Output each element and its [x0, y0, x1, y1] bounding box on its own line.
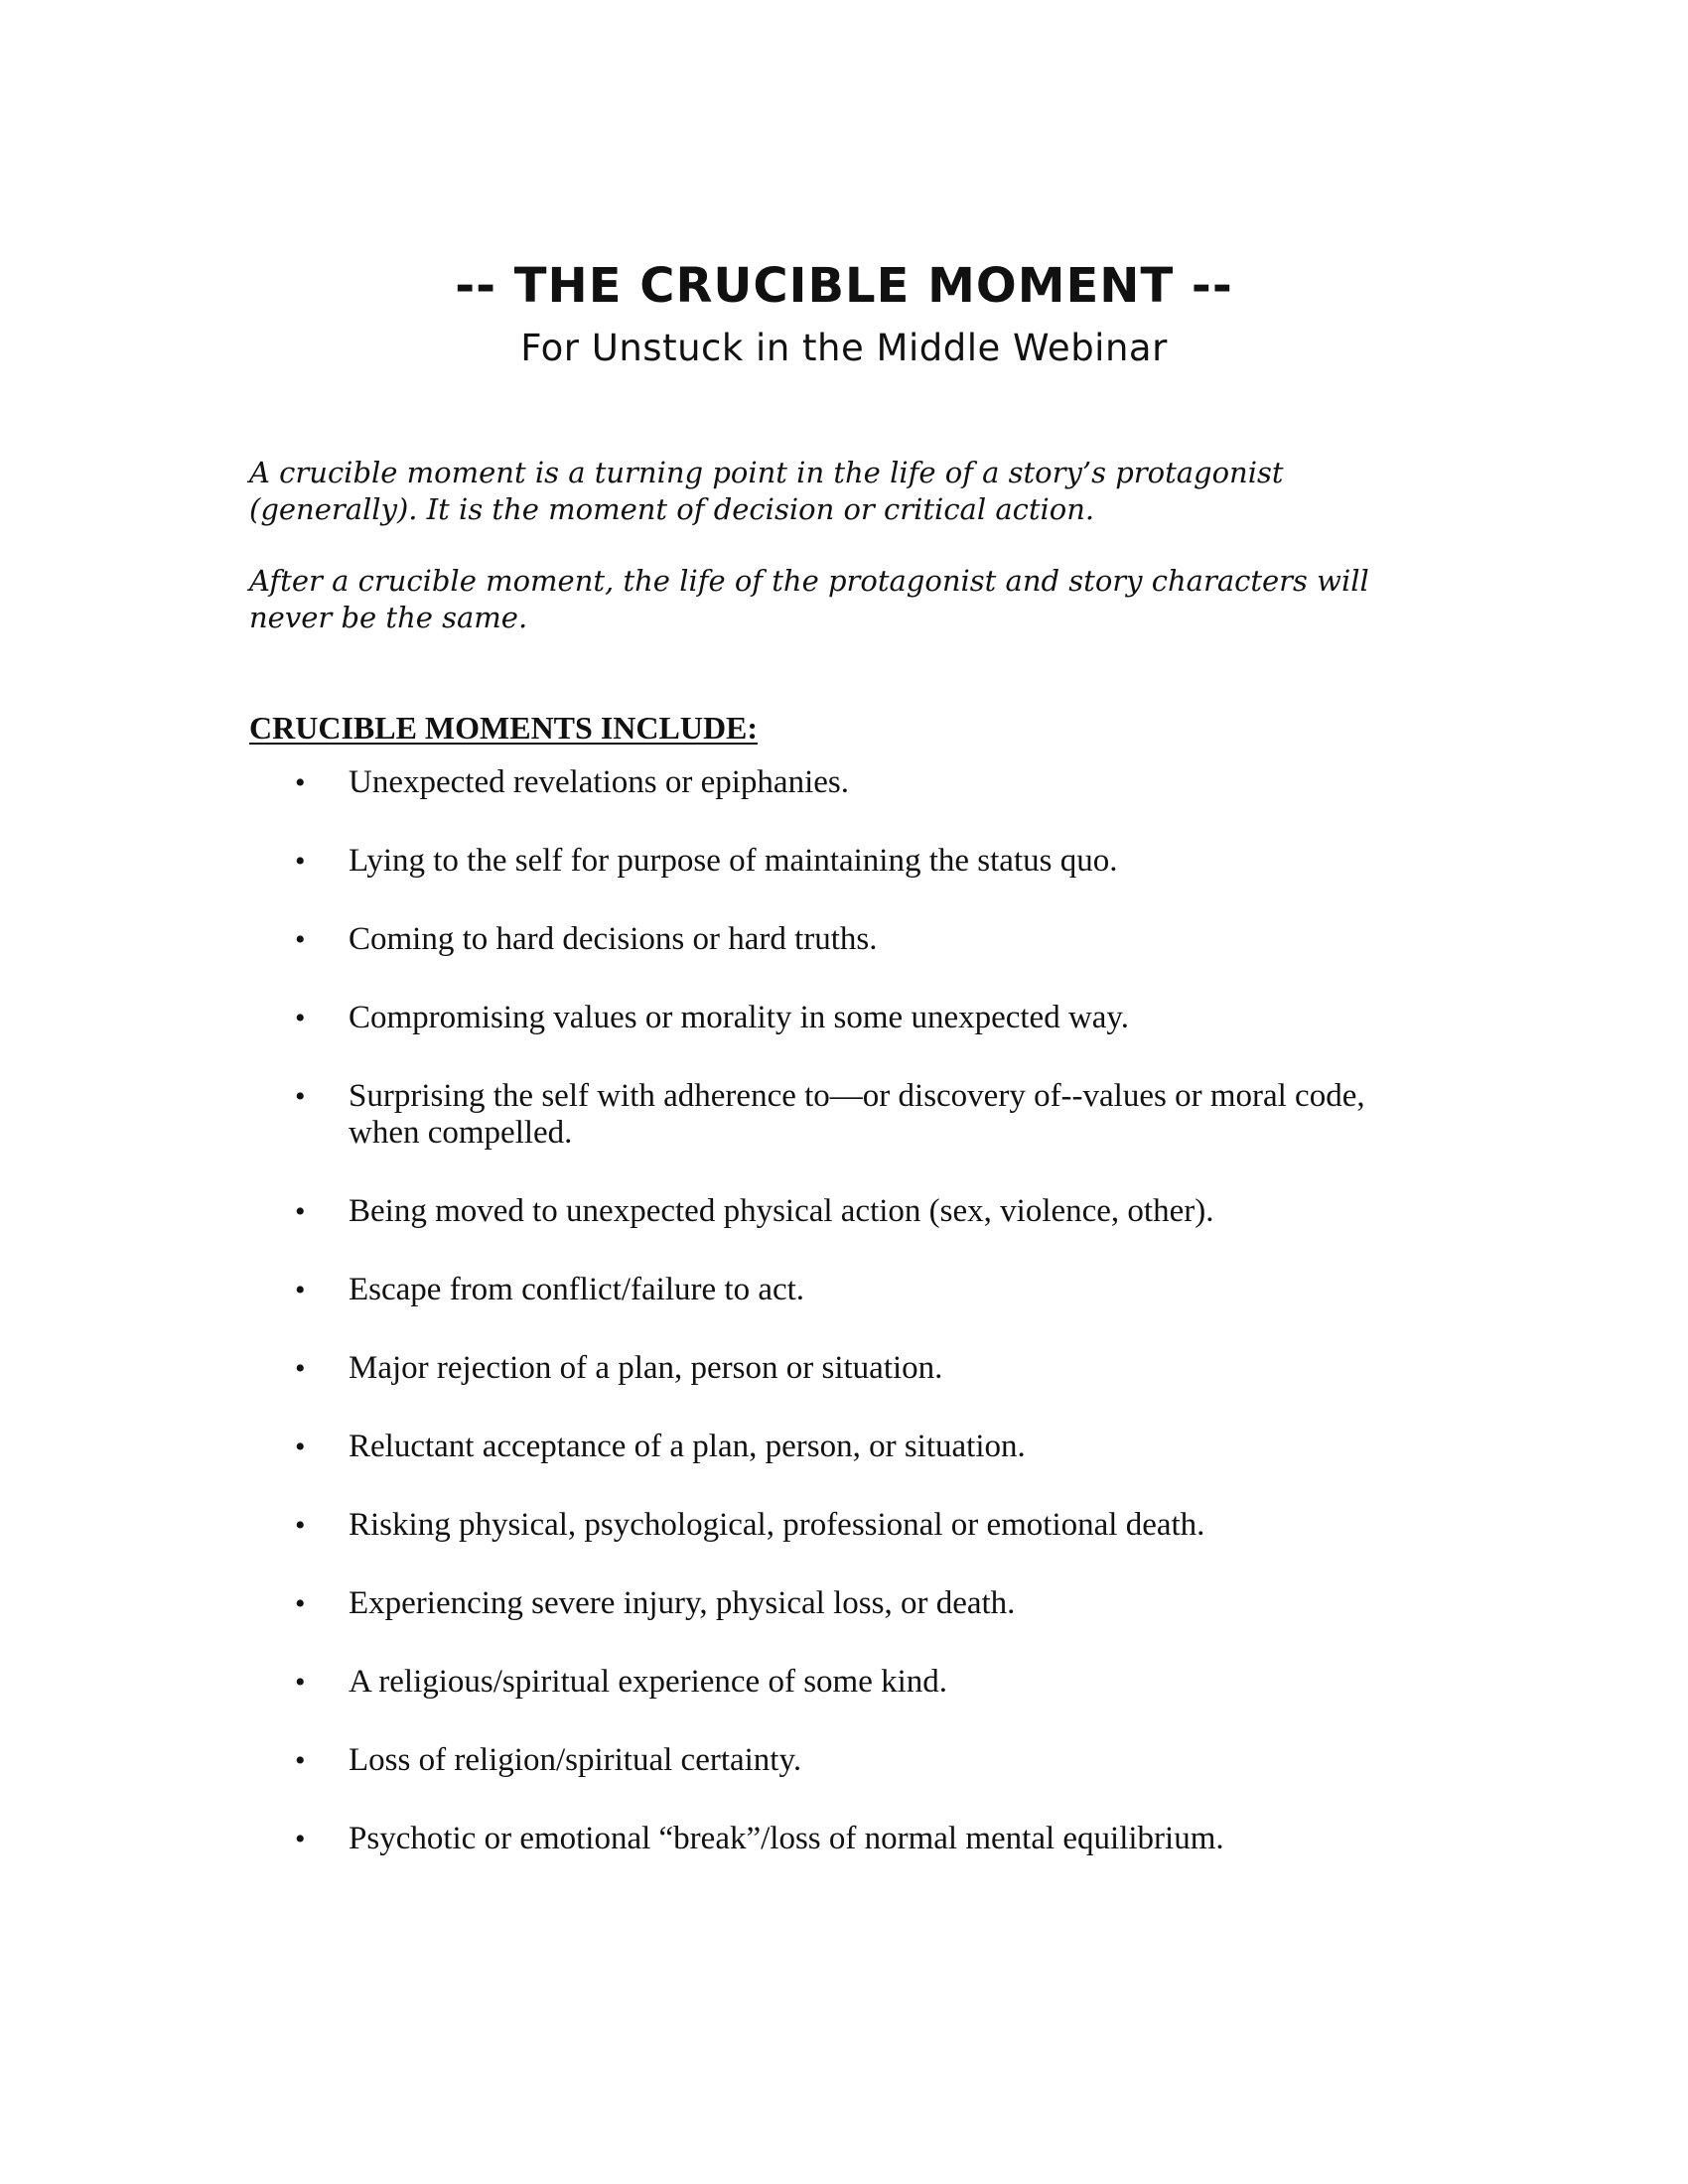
crucible-moments-list — [0, 764, 1688, 1899]
section-heading: CRUCIBLE MOMENTS INCLUDE: — [249, 710, 759, 746]
bullet-icon: • — [295, 1509, 306, 1542]
list-item-text: Loss of religion/spiritual certainty. — [349, 1742, 802, 1778]
page-title: -- THE CRUCIBLE MOMENT -- — [455, 258, 1233, 314]
bullet-icon: • — [295, 1431, 306, 1463]
intro-paragraph: A crucible moment is a turning point in the life of a story’s protagonist (generally). It is the moment of decision or critical action. — [249, 456, 1284, 526]
list-item — [0, 843, 1401, 880]
page-subtitle: For Unstuck in the Middle Webinar — [520, 327, 1168, 369]
list-item-text: Lying to the self for purpose of maintaining the status quo. — [349, 843, 1118, 879]
bullet-icon: • — [295, 1352, 306, 1385]
bullet-icon: • — [295, 1587, 306, 1620]
list-item-text: Coming to hard decisions or hard truths. — [349, 921, 878, 957]
list-item — [0, 1507, 1401, 1544]
bullet-icon: • — [295, 1195, 306, 1228]
list-item-text: Surprising the self with adherence to—or discovery of--values or moral code, when compelled. — [349, 1078, 1365, 1151]
bullet-icon: • — [295, 845, 306, 878]
bullet-icon: • — [295, 1080, 306, 1113]
list-item — [0, 1078, 1401, 1152]
intro-paragraph: After a crucible moment, the life of the protagonist and story characters will never be the same. — [249, 564, 1369, 634]
bullet-icon: • — [295, 1823, 306, 1855]
list-item — [0, 1272, 1401, 1308]
list-item-text: Psychotic or emotional “break”/loss of normal mental equilibrium. — [349, 1821, 1224, 1856]
bullet-icon: • — [295, 1666, 306, 1699]
list-item-text: Risking physical, psychological, professional or emotional death. — [349, 1507, 1205, 1543]
list-item — [0, 1585, 1401, 1622]
bullet-icon: • — [295, 766, 306, 799]
list-item — [0, 1742, 1401, 1779]
list-item — [0, 1350, 1401, 1387]
bullet-icon: • — [295, 1274, 306, 1306]
list-item — [0, 921, 1401, 958]
list-item-text: Being moved to unexpected physical action (sex, violence, other). — [349, 1193, 1214, 1229]
list-item-text: Reluctant acceptance of a plan, person, or situation. — [349, 1429, 1026, 1464]
bullet-icon: • — [295, 1744, 306, 1777]
list-item — [0, 1664, 1401, 1701]
list-item — [0, 764, 1401, 801]
list-item-text: Major rejection of a plan, person or situation. — [349, 1350, 943, 1386]
list-item — [0, 1193, 1401, 1230]
list-item-text: Compromising values or morality in some unexpected way. — [349, 1000, 1130, 1035]
list-item-text: Experiencing severe injury, physical loss, or death. — [349, 1585, 1016, 1621]
list-item-text: Unexpected revelations or epiphanies. — [349, 764, 849, 800]
list-item — [0, 1000, 1401, 1036]
list-item — [0, 1429, 1401, 1465]
list-item — [0, 1821, 1401, 1857]
bullet-icon: • — [295, 1002, 306, 1034]
list-item-text: Escape from conflict/failure to act. — [349, 1272, 805, 1307]
bullet-icon: • — [295, 923, 306, 956]
list-item-text: A religious/spiritual experience of some kind. — [349, 1664, 948, 1700]
